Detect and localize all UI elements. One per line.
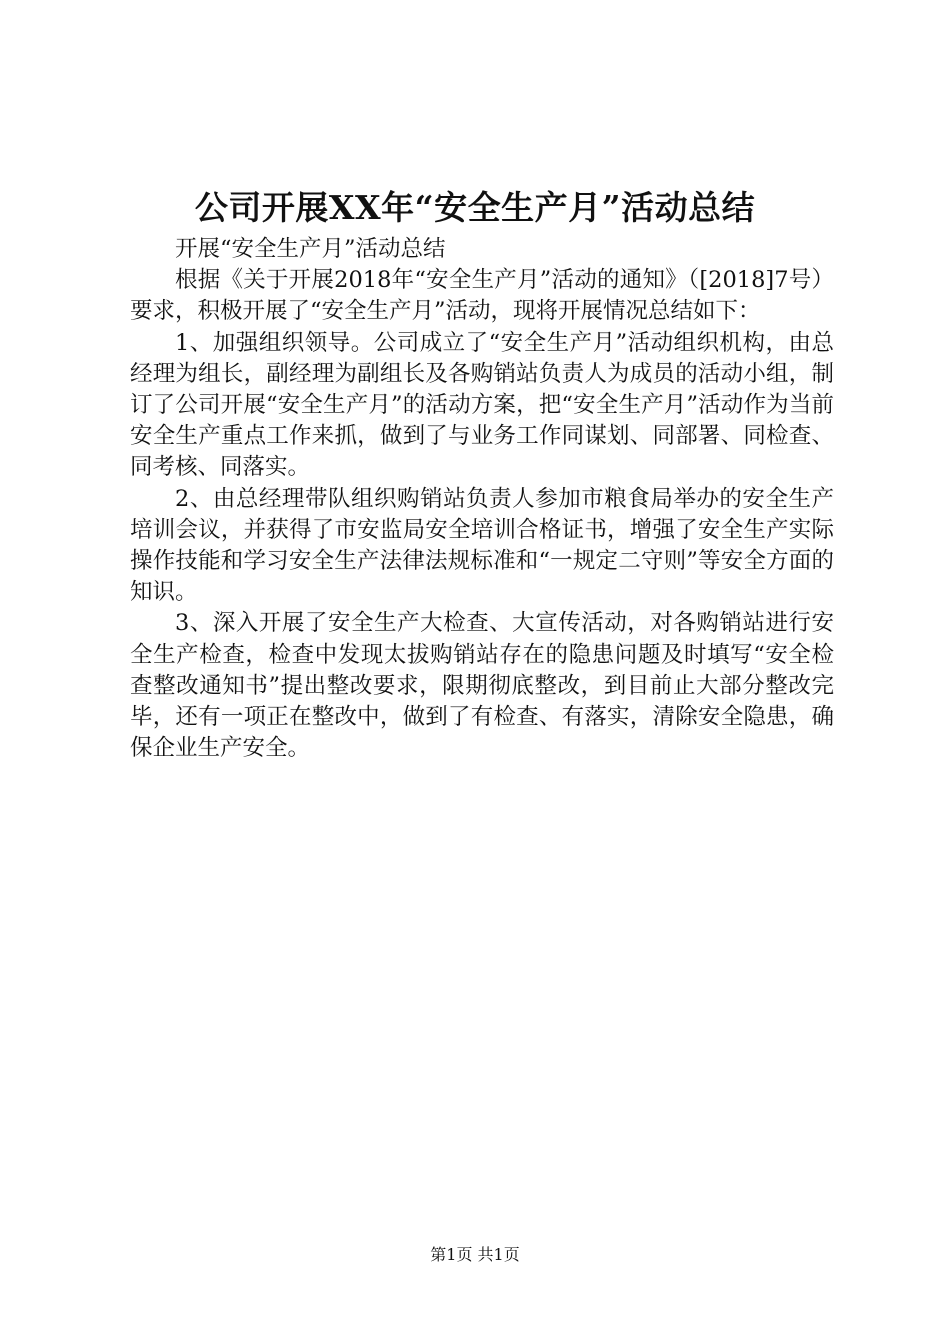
paragraph-intro: 根据《关于开展2018年“安全生产月”活动的通知》（[2018]7号）要求，积极开展了“安全生产月”活动，现将开展情况总结如下： — [130, 267, 834, 325]
document-subtitle: 开展“安全生产月”活动总结 — [175, 236, 446, 262]
document-body — [130, 234, 834, 764]
page-footer: 第1页 共1页 — [430, 1245, 520, 1264]
paragraph-item-1: 1、加强组织领导。公司成立了“安全生产月”活动组织机构，由总经理为组长，副经理为副组长及各购销站负责人为成员的活动小组，制订了公司开展“安全生产月”的活动方案，把“安全生产月”活动作为当前安全生产重点工作来抓，做到了与业务工作同谋划、同部署、同检查、同考核、同落实。 — [130, 329, 834, 481]
paragraph-item-2: 2、由总经理带队组织购销站负责人参加市粮食局举办的安全生产培训会议，并获得了市安监局安全培训合格证书，增强了安全生产实际操作技能和学习安全生产法律法规标准和“一规定二守则”等安全方面的知识。 — [130, 485, 834, 606]
document-title: 公司开展XX年“安全生产月”活动总结 — [194, 188, 756, 227]
paragraph-item-3: 3、深入开展了安全生产大检查、大宣传活动，对各购销站进行安全生产检查，检查中发现太拔购销站存在的隐患问题及时填写“安全检查整改通知书”提出整改要求，限期彻底整改，到目前止大部分整改完毕，还有一项正在整改中，做到了有检查、有落实，清除安全隐患，确保企业生产安全。 — [130, 610, 834, 762]
